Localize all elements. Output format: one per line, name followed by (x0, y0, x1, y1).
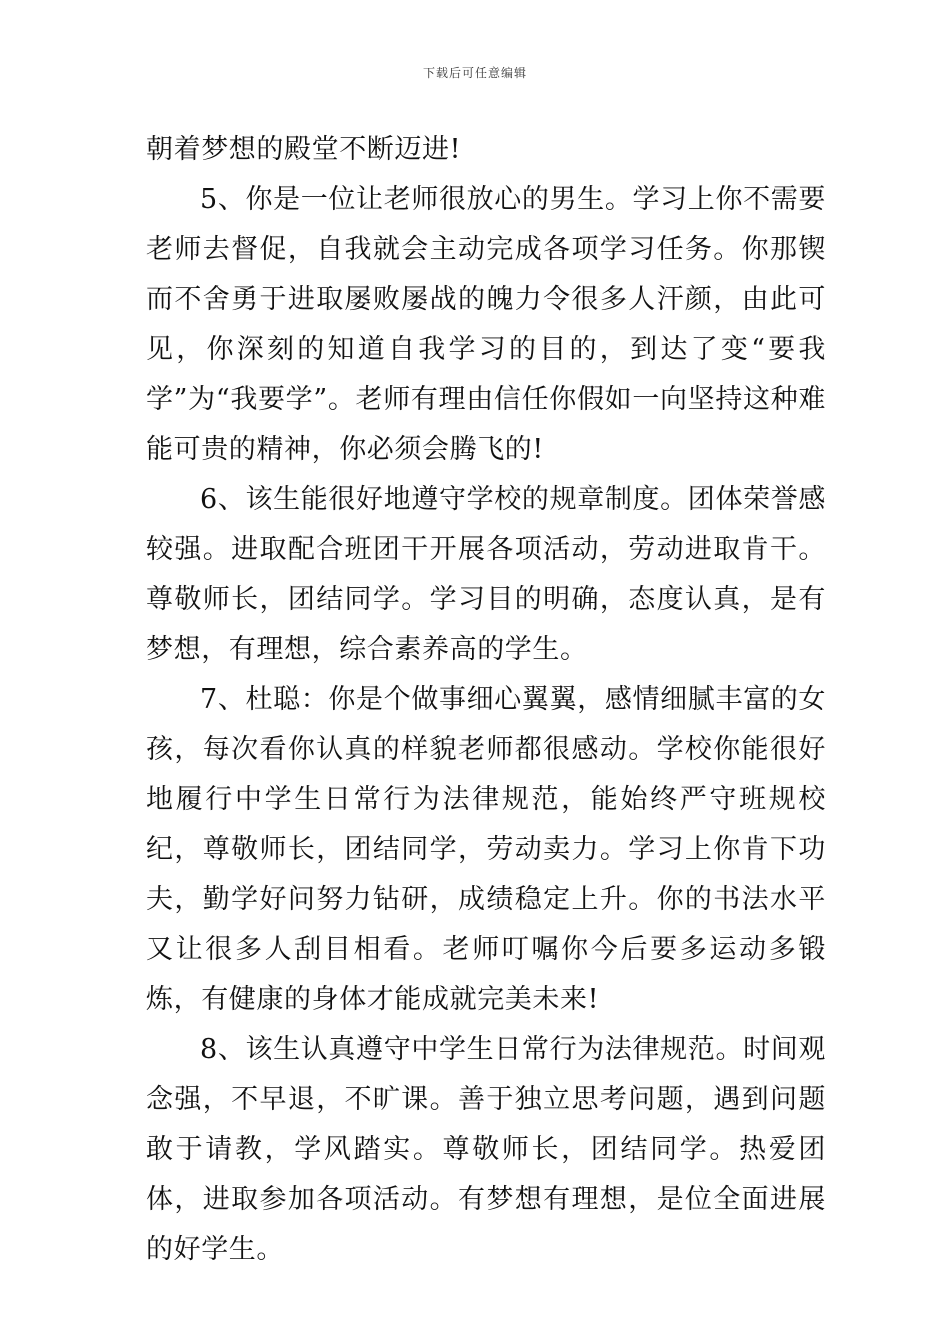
paragraph-comment-6: 6、该生能很好地遵守学校的规章制度。团体荣誉感较强。进取配合班团干开展各项活动，劳动进取肯干。尊敬师长，团结同学。学习目的明确，态度认真，是有梦想，有理想，综合素养高的学生。 (146, 484, 826, 665)
paragraph-continuation: 朝着梦想的殿堂不断迈进! (146, 134, 462, 165)
document-body (146, 125, 826, 1275)
paragraph-comment-8: 8、该生认真遵守中学生日常行为法律规范。时间观念强，不早退，不旷课。善于独立思考问题，遇到问题敢于请教，学风踏实。尊敬师长，团结同学。热爱团体，进取参加各项活动。有梦想有理想，是位全面进展的好学生。 (146, 1034, 826, 1265)
paragraph-comment-5: 5、你是一位让老师很放心的男生。学习上你不需要老师去督促，自我就会主动完成各项学习任务。你那锲而不舍勇于进取屡败屡战的魄力令很多人汗颜，由此可见，你深刻的知道自我学习的目的，到达了变“要我学”为“我要学”。老师有理由信任你假如一向坚持这种难能可贵的精神，你必须会腾飞的! (146, 184, 826, 465)
page-header: 下载后可任意编辑 (422, 66, 527, 80)
paragraph-comment-7: 7、杜聪：你是个做事细心翼翼，感情细腻丰富的女孩，每次看你认真的样貌老师都很感动。学校你能很好地履行中学生日常行为法律规范，能始终严守班规校纪，尊敬师长，团结同学，劳动卖力。学习上你肯下功夫，勤学好问努力钻研，成绩稳定上升。你的书法水平又让很多人刮目相看。老师叮嘱你今后要多运动多锻炼，有健康的身体才能成就完美未来! (146, 684, 826, 1015)
